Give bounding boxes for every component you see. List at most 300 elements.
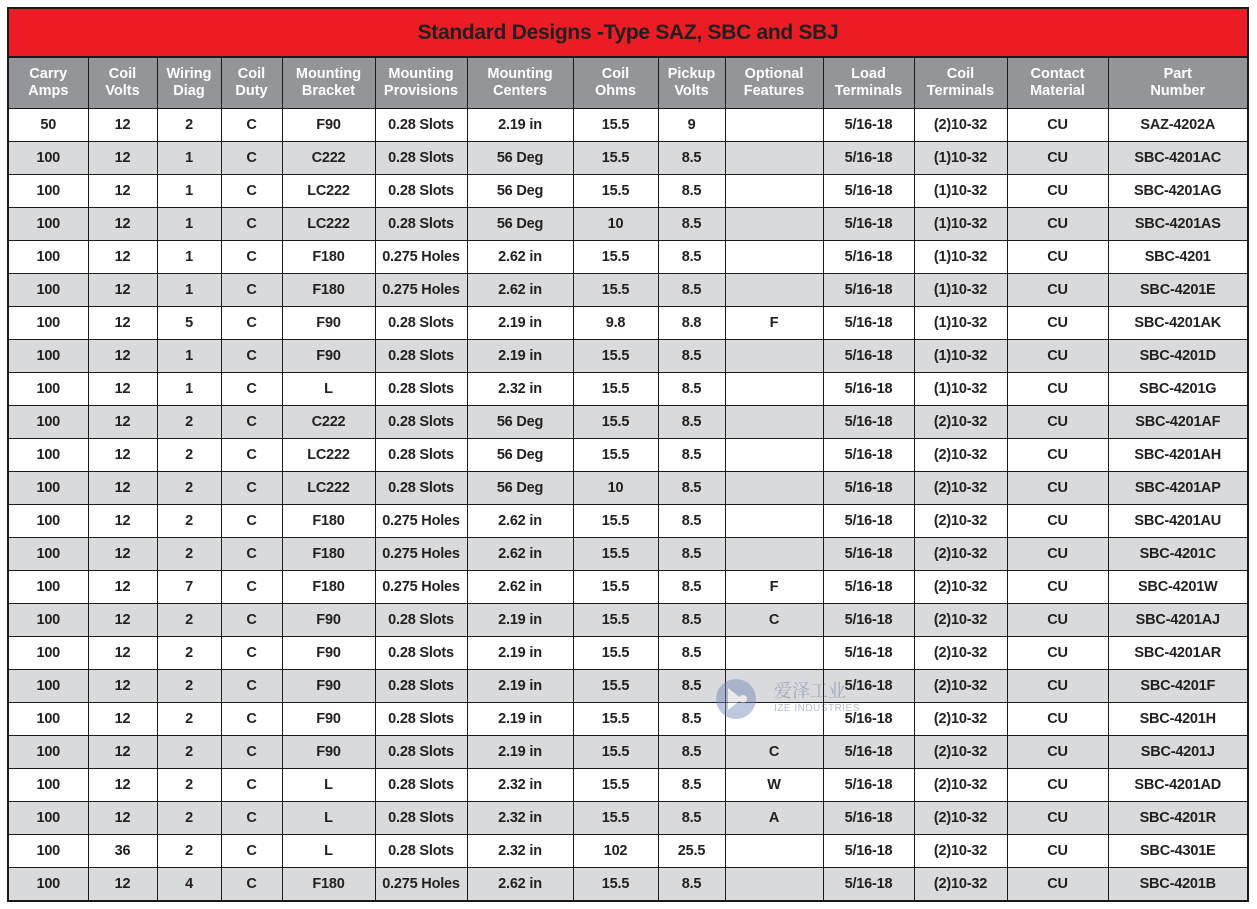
cell-mounting-bracket: C222	[282, 406, 375, 439]
cell-load-terminals: 5/16-18	[823, 208, 914, 241]
column-header-line2: Material	[1030, 83, 1085, 99]
cell-optional-features	[725, 670, 823, 703]
column-header-mounting-bracket	[282, 58, 375, 109]
cell-contact-material: CU	[1007, 142, 1108, 175]
cell-coil-terminals: (2)10-32	[914, 769, 1007, 802]
cell-part-number: SBC-4201AU	[1108, 505, 1247, 538]
cell-coil-ohms: 15.5	[573, 571, 658, 604]
column-header-line1: Coil	[946, 66, 975, 82]
cell-coil-ohms: 15.5	[573, 769, 658, 802]
cell-load-terminals: 5/16-18	[823, 703, 914, 736]
cell-carry-amps: 100	[9, 670, 88, 703]
table-row	[9, 175, 1247, 208]
cell-coil-volts: 12	[88, 571, 157, 604]
table-row	[9, 802, 1247, 835]
table-row	[9, 439, 1247, 472]
column-header-line1: Coil	[601, 66, 630, 82]
cell-coil-volts: 12	[88, 604, 157, 637]
cell-wiring-diag: 2	[157, 769, 221, 802]
cell-coil-ohms: 15.5	[573, 670, 658, 703]
cell-contact-material: CU	[1007, 307, 1108, 340]
table-row	[9, 538, 1247, 571]
cell-contact-material: CU	[1007, 373, 1108, 406]
cell-carry-amps: 100	[9, 868, 88, 901]
cell-wiring-diag: 7	[157, 571, 221, 604]
cell-coil-duty: C	[221, 736, 282, 769]
cell-wiring-diag: 2	[157, 835, 221, 868]
cell-mounting-provisions: 0.275 Holes	[375, 505, 467, 538]
column-header-line1: Mounting	[388, 66, 454, 82]
cell-mounting-provisions: 0.28 Slots	[375, 175, 467, 208]
cell-coil-volts: 12	[88, 109, 157, 142]
cell-mounting-centers: 2.32 in	[467, 373, 573, 406]
cell-coil-terminals: (1)10-32	[914, 373, 1007, 406]
cell-coil-duty: C	[221, 703, 282, 736]
cell-coil-terminals: (2)10-32	[914, 604, 1007, 637]
cell-carry-amps: 100	[9, 175, 88, 208]
cell-contact-material: CU	[1007, 670, 1108, 703]
cell-carry-amps: 100	[9, 472, 88, 505]
table-body	[9, 109, 1247, 901]
cell-coil-volts: 12	[88, 538, 157, 571]
cell-coil-terminals: (1)10-32	[914, 274, 1007, 307]
cell-load-terminals: 5/16-18	[823, 769, 914, 802]
column-header-line1: Mounting	[295, 66, 362, 82]
cell-mounting-provisions: 0.275 Holes	[375, 241, 467, 274]
cell-mounting-bracket: F90	[282, 670, 375, 703]
cell-part-number: SBC-4201C	[1108, 538, 1247, 571]
cell-mounting-bracket: L	[282, 835, 375, 868]
cell-carry-amps: 100	[9, 703, 88, 736]
column-header-coil-duty	[221, 58, 282, 109]
cell-coil-volts: 12	[88, 274, 157, 307]
cell-carry-amps: 100	[9, 142, 88, 175]
table-row	[9, 868, 1247, 901]
cell-coil-duty: C	[221, 373, 282, 406]
cell-coil-duty: C	[221, 571, 282, 604]
cell-mounting-provisions: 0.28 Slots	[375, 307, 467, 340]
cell-mounting-bracket: F180	[282, 538, 375, 571]
cell-contact-material: CU	[1007, 703, 1108, 736]
cell-mounting-provisions: 0.28 Slots	[375, 406, 467, 439]
cell-carry-amps: 100	[9, 241, 88, 274]
cell-load-terminals: 5/16-18	[823, 439, 914, 472]
cell-mounting-bracket: L	[282, 373, 375, 406]
cell-part-number: SBC-4201W	[1108, 571, 1247, 604]
cell-coil-volts: 12	[88, 307, 157, 340]
cell-load-terminals: 5/16-18	[823, 637, 914, 670]
cell-optional-features	[725, 505, 823, 538]
cell-mounting-centers: 56 Deg	[467, 406, 573, 439]
cell-part-number: SBC-4201H	[1108, 703, 1247, 736]
cell-wiring-diag: 1	[157, 373, 221, 406]
cell-optional-features	[725, 703, 823, 736]
cell-wiring-diag: 1	[157, 175, 221, 208]
cell-wiring-diag: 1	[157, 241, 221, 274]
cell-wiring-diag: 2	[157, 703, 221, 736]
cell-load-terminals: 5/16-18	[823, 307, 914, 340]
cell-carry-amps: 100	[9, 505, 88, 538]
cell-part-number: SBC-4301E	[1108, 835, 1247, 868]
cell-mounting-bracket: F90	[282, 307, 375, 340]
cell-coil-duty: C	[221, 505, 282, 538]
cell-coil-duty: C	[221, 868, 282, 901]
cell-coil-ohms: 15.5	[573, 175, 658, 208]
cell-mounting-centers: 56 Deg	[467, 472, 573, 505]
cell-coil-volts: 12	[88, 868, 157, 901]
table-row	[9, 340, 1247, 373]
cell-contact-material: CU	[1007, 241, 1108, 274]
cell-optional-features: F	[725, 307, 823, 340]
cell-coil-ohms: 15.5	[573, 274, 658, 307]
cell-contact-material: CU	[1007, 769, 1108, 802]
column-header-line2: Amps	[28, 83, 69, 99]
cell-carry-amps: 100	[9, 406, 88, 439]
cell-mounting-bracket: LC222	[282, 472, 375, 505]
cell-mounting-bracket: F90	[282, 340, 375, 373]
cell-coil-volts: 12	[88, 670, 157, 703]
cell-mounting-centers: 56 Deg	[467, 208, 573, 241]
cell-mounting-bracket: L	[282, 802, 375, 835]
cell-coil-terminals: (2)10-32	[914, 835, 1007, 868]
cell-contact-material: CU	[1007, 604, 1108, 637]
cell-mounting-centers: 2.62 in	[467, 274, 573, 307]
cell-mounting-centers: 2.19 in	[467, 736, 573, 769]
cell-contact-material: CU	[1007, 802, 1108, 835]
table-row	[9, 373, 1247, 406]
cell-coil-volts: 12	[88, 241, 157, 274]
cell-pickup-volts: 8.5	[658, 538, 725, 571]
cell-coil-ohms: 15.5	[573, 637, 658, 670]
table-row	[9, 769, 1247, 802]
cell-wiring-diag: 1	[157, 274, 221, 307]
column-header-coil-terminals	[914, 58, 1007, 109]
cell-mounting-bracket: LC222	[282, 439, 375, 472]
column-header-line2: Centers	[493, 83, 547, 99]
cell-part-number: SBC-4201AH	[1108, 439, 1247, 472]
cell-coil-ohms: 15.5	[573, 373, 658, 406]
cell-wiring-diag: 2	[157, 439, 221, 472]
cell-mounting-bracket: F90	[282, 604, 375, 637]
column-header-part-number	[1108, 58, 1247, 109]
table-row	[9, 736, 1247, 769]
cell-mounting-provisions: 0.28 Slots	[375, 109, 467, 142]
column-header-line1: Optional	[744, 66, 804, 82]
cell-contact-material: CU	[1007, 637, 1108, 670]
cell-mounting-centers: 2.32 in	[467, 802, 573, 835]
cell-carry-amps: 100	[9, 307, 88, 340]
cell-coil-ohms: 15.5	[573, 109, 658, 142]
cell-coil-terminals: (1)10-32	[914, 142, 1007, 175]
cell-coil-terminals: (1)10-32	[914, 307, 1007, 340]
cell-coil-duty: C	[221, 538, 282, 571]
column-header-line1: Wiring	[166, 66, 212, 82]
column-header-line2: Terminals	[834, 83, 903, 99]
cell-load-terminals: 5/16-18	[823, 670, 914, 703]
cell-mounting-bracket: C222	[282, 142, 375, 175]
cell-part-number: SBC-4201AF	[1108, 406, 1247, 439]
cell-part-number: SBC-4201R	[1108, 802, 1247, 835]
cell-coil-duty: C	[221, 769, 282, 802]
cell-carry-amps: 100	[9, 736, 88, 769]
cell-pickup-volts: 8.5	[658, 769, 725, 802]
cell-load-terminals: 5/16-18	[823, 538, 914, 571]
cell-pickup-volts: 8.5	[658, 472, 725, 505]
cell-coil-ohms: 10	[573, 208, 658, 241]
cell-mounting-bracket: F180	[282, 571, 375, 604]
cell-part-number: SBC-4201D	[1108, 340, 1247, 373]
cell-wiring-diag: 4	[157, 868, 221, 901]
column-header-mounting-provisions	[375, 58, 467, 109]
cell-coil-duty: C	[221, 175, 282, 208]
column-header-line1: Mounting	[487, 66, 553, 82]
cell-mounting-provisions: 0.28 Slots	[375, 340, 467, 373]
watermark-en-text: IZE INDUSTRIES	[774, 703, 860, 714]
column-header-wiring-diag	[157, 58, 221, 109]
cell-pickup-volts: 8.5	[658, 274, 725, 307]
cell-wiring-diag: 2	[157, 802, 221, 835]
cell-pickup-volts: 8.5	[658, 736, 725, 769]
cell-mounting-provisions: 0.28 Slots	[375, 439, 467, 472]
cell-pickup-volts: 8.5	[658, 703, 725, 736]
cell-wiring-diag: 1	[157, 340, 221, 373]
cell-coil-volts: 12	[88, 637, 157, 670]
cell-load-terminals: 5/16-18	[823, 142, 914, 175]
cell-optional-features	[725, 538, 823, 571]
cell-mounting-provisions: 0.275 Holes	[375, 274, 467, 307]
column-header-pickup-volts	[658, 58, 725, 109]
cell-pickup-volts: 25.5	[658, 835, 725, 868]
cell-contact-material: CU	[1007, 175, 1108, 208]
cell-pickup-volts: 8.5	[658, 604, 725, 637]
cell-optional-features	[725, 274, 823, 307]
cell-pickup-volts: 8.5	[658, 439, 725, 472]
cell-mounting-centers: 2.62 in	[467, 241, 573, 274]
table-row	[9, 208, 1247, 241]
spec-table	[9, 58, 1247, 900]
cell-coil-terminals: (2)10-32	[914, 109, 1007, 142]
cell-mounting-provisions: 0.28 Slots	[375, 637, 467, 670]
cell-carry-amps: 100	[9, 439, 88, 472]
cell-wiring-diag: 2	[157, 109, 221, 142]
cell-coil-duty: C	[221, 472, 282, 505]
cell-coil-volts: 12	[88, 505, 157, 538]
cell-wiring-diag: 2	[157, 604, 221, 637]
cell-mounting-provisions: 0.28 Slots	[375, 802, 467, 835]
cell-coil-duty: C	[221, 142, 282, 175]
cell-load-terminals: 5/16-18	[823, 274, 914, 307]
cell-coil-terminals: (2)10-32	[914, 538, 1007, 571]
cell-mounting-centers: 2.19 in	[467, 307, 573, 340]
cell-pickup-volts: 8.5	[658, 340, 725, 373]
cell-mounting-bracket: F180	[282, 868, 375, 901]
cell-coil-duty: C	[221, 340, 282, 373]
cell-pickup-volts: 8.5	[658, 571, 725, 604]
cell-optional-features	[725, 208, 823, 241]
table-row	[9, 307, 1247, 340]
cell-contact-material: CU	[1007, 835, 1108, 868]
cell-coil-ohms: 15.5	[573, 340, 658, 373]
cell-load-terminals: 5/16-18	[823, 802, 914, 835]
table-row	[9, 637, 1247, 670]
cell-coil-ohms: 15.5	[573, 406, 658, 439]
cell-load-terminals: 5/16-18	[823, 340, 914, 373]
cell-coil-volts: 12	[88, 208, 157, 241]
cell-pickup-volts: 8.5	[658, 505, 725, 538]
cell-coil-ohms: 15.5	[573, 703, 658, 736]
cell-coil-terminals: (2)10-32	[914, 439, 1007, 472]
cell-mounting-provisions: 0.275 Holes	[375, 868, 467, 901]
cell-carry-amps: 100	[9, 340, 88, 373]
cell-pickup-volts: 8.5	[658, 142, 725, 175]
cell-pickup-volts: 8.5	[658, 406, 725, 439]
cell-coil-terminals: (2)10-32	[914, 670, 1007, 703]
cell-optional-features	[725, 439, 823, 472]
cell-coil-duty: C	[221, 109, 282, 142]
cell-coil-volts: 12	[88, 802, 157, 835]
column-header-line2: Bracket	[301, 83, 356, 99]
cell-load-terminals: 5/16-18	[823, 373, 914, 406]
cell-wiring-diag: 1	[157, 208, 221, 241]
table-row	[9, 241, 1247, 274]
table-row	[9, 274, 1247, 307]
cell-mounting-bracket: F90	[282, 637, 375, 670]
cell-carry-amps: 100	[9, 538, 88, 571]
column-header-optional-features	[725, 58, 823, 109]
column-header-line2: Volts	[105, 83, 140, 99]
column-header-mounting-centers	[467, 58, 573, 109]
cell-optional-features: C	[725, 736, 823, 769]
cell-contact-material: CU	[1007, 505, 1108, 538]
cell-mounting-centers: 2.19 in	[467, 340, 573, 373]
cell-optional-features	[725, 175, 823, 208]
spec-table-sheet	[7, 7, 1249, 902]
cell-coil-ohms: 15.5	[573, 604, 658, 637]
cell-pickup-volts: 8.5	[658, 802, 725, 835]
cell-optional-features	[725, 340, 823, 373]
cell-mounting-bracket: L	[282, 769, 375, 802]
table-header-row	[9, 58, 1247, 109]
cell-coil-ohms: 102	[573, 835, 658, 868]
cell-optional-features	[725, 472, 823, 505]
cell-optional-features	[725, 241, 823, 274]
cell-coil-terminals: (2)10-32	[914, 505, 1007, 538]
column-header-line2: Provisions	[383, 83, 459, 99]
cell-coil-terminals: (2)10-32	[914, 571, 1007, 604]
table-row	[9, 472, 1247, 505]
cell-part-number: SBC-4201AJ	[1108, 604, 1247, 637]
cell-coil-volts: 12	[88, 472, 157, 505]
cell-part-number: SBC-4201G	[1108, 373, 1247, 406]
cell-carry-amps: 100	[9, 274, 88, 307]
cell-mounting-bracket: LC222	[282, 208, 375, 241]
cell-contact-material: CU	[1007, 736, 1108, 769]
cell-part-number: SBC-4201J	[1108, 736, 1247, 769]
cell-coil-duty: C	[221, 307, 282, 340]
cell-coil-ohms: 15.5	[573, 439, 658, 472]
cell-wiring-diag: 1	[157, 142, 221, 175]
cell-mounting-bracket: F180	[282, 505, 375, 538]
cell-mounting-centers: 56 Deg	[467, 142, 573, 175]
cell-mounting-provisions: 0.275 Holes	[375, 538, 467, 571]
cell-coil-volts: 12	[88, 439, 157, 472]
cell-coil-ohms: 10	[573, 472, 658, 505]
table-row	[9, 406, 1247, 439]
cell-mounting-centers: 2.19 in	[467, 637, 573, 670]
cell-part-number: SBC-4201	[1108, 241, 1247, 274]
cell-pickup-volts: 8.5	[658, 208, 725, 241]
column-header-line1: Pickup	[667, 66, 716, 82]
cell-part-number: SBC-4201AK	[1108, 307, 1247, 340]
cell-coil-ohms: 15.5	[573, 538, 658, 571]
cell-contact-material: CU	[1007, 208, 1108, 241]
column-header-contact-material	[1007, 58, 1108, 109]
column-header-coil-volts	[88, 58, 157, 109]
column-header-line2: Diag	[173, 83, 205, 99]
cell-contact-material: CU	[1007, 868, 1108, 901]
cell-contact-material: CU	[1007, 571, 1108, 604]
cell-carry-amps: 100	[9, 802, 88, 835]
cell-optional-features: C	[725, 604, 823, 637]
cell-mounting-bracket: LC222	[282, 175, 375, 208]
cell-part-number: SAZ-4202A	[1108, 109, 1247, 142]
cell-optional-features	[725, 109, 823, 142]
cell-pickup-volts: 8.5	[658, 241, 725, 274]
table-row	[9, 142, 1247, 175]
cell-coil-terminals: (2)10-32	[914, 802, 1007, 835]
cell-coil-ohms: 9.8	[573, 307, 658, 340]
cell-coil-volts: 12	[88, 406, 157, 439]
column-header-carry-amps	[9, 58, 88, 109]
cell-optional-features: F	[725, 571, 823, 604]
cell-coil-duty: C	[221, 835, 282, 868]
cell-pickup-volts: 8.8	[658, 307, 725, 340]
cell-carry-amps: 100	[9, 835, 88, 868]
cell-coil-terminals: (2)10-32	[914, 736, 1007, 769]
cell-part-number: SBC-4201AS	[1108, 208, 1247, 241]
cell-coil-terminals: (1)10-32	[914, 208, 1007, 241]
table-row	[9, 703, 1247, 736]
cell-coil-volts: 12	[88, 736, 157, 769]
cell-coil-terminals: (1)10-32	[914, 340, 1007, 373]
cell-wiring-diag: 2	[157, 637, 221, 670]
cell-part-number: SBC-4201AG	[1108, 175, 1247, 208]
cell-carry-amps: 100	[9, 769, 88, 802]
cell-optional-features: W	[725, 769, 823, 802]
cell-mounting-centers: 2.32 in	[467, 835, 573, 868]
cell-optional-features	[725, 406, 823, 439]
table-title: Standard Designs -Type SAZ, SBC and SBJ	[417, 20, 839, 44]
watermark-cn-text: 爱泽工业	[774, 681, 846, 702]
cell-coil-volts: 12	[88, 703, 157, 736]
cell-carry-amps: 100	[9, 637, 88, 670]
cell-pickup-volts: 8.5	[658, 373, 725, 406]
cell-pickup-volts: 9	[658, 109, 725, 142]
cell-mounting-provisions: 0.28 Slots	[375, 703, 467, 736]
cell-optional-features	[725, 637, 823, 670]
table-row	[9, 109, 1247, 142]
cell-load-terminals: 5/16-18	[823, 604, 914, 637]
column-header-line1: Load	[851, 66, 886, 82]
cell-load-terminals: 5/16-18	[823, 109, 914, 142]
cell-pickup-volts: 8.5	[658, 637, 725, 670]
cell-mounting-provisions: 0.275 Holes	[375, 571, 467, 604]
cell-pickup-volts: 8.5	[658, 175, 725, 208]
cell-contact-material: CU	[1007, 538, 1108, 571]
cell-load-terminals: 5/16-18	[823, 505, 914, 538]
table-row	[9, 835, 1247, 868]
cell-load-terminals: 5/16-18	[823, 868, 914, 901]
